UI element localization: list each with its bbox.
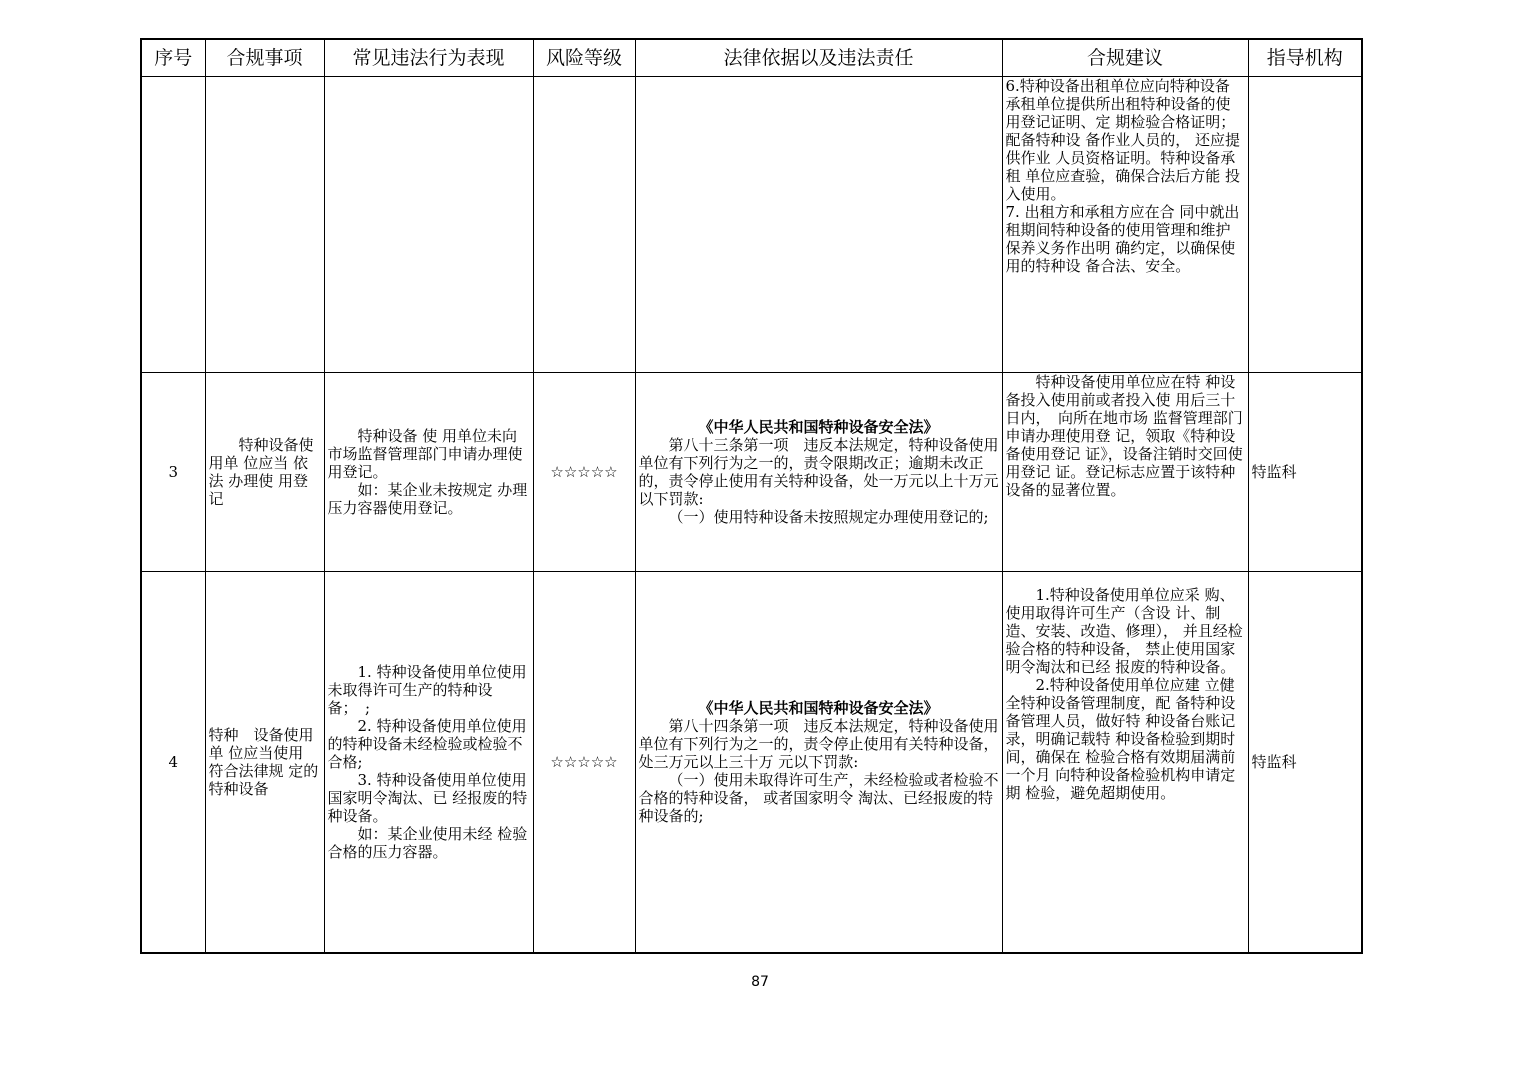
law-title: 《中华人民共和国特种设备安全法》: [698, 418, 939, 436]
row-item: [205, 572, 324, 954]
page-number: 87: [751, 974, 769, 990]
advice-paragraph: 特种设备使用单位应在特 种设备投入使用前或者投入使 用后三十日内， 向所在地市场 监督管理部门申请办理使用登 记，领取《特种设备使用登记 证》，设备注销时交回使用登记 证。登记标志应置于该特种 设备的显著位置。: [1005, 373, 1243, 499]
advice-paragraph: 6.特种设备出租单位应向特种设备承租单位提供所出租特种设备的使用登记证明、定 期检验合格证明；配备特种设 备作业人员的， 还应提供作业 人员资格证明。特种设备承租 单位应查验，确保合法后方能 投入使用。: [1005, 77, 1241, 203]
law-paragraph: （一）使用特种设备未按照规定办理使用登记的;: [668, 508, 989, 526]
row-advice: [1002, 77, 1248, 373]
row-seq: [141, 77, 205, 373]
row-item: [205, 373, 324, 572]
row-advice: [1002, 572, 1248, 954]
row-law: [635, 373, 1002, 572]
header-seq: 序号: [141, 39, 205, 77]
header-item: 合规事项: [205, 39, 324, 77]
row-behavior: [324, 373, 533, 572]
law-paragraph: 第八十三条第一项 违反本法规定，特种设备使用单位有下列行为之一的，责令限期改正；逾期未改正的，责令停止使用有关特种设备，处一万元以上十万元以下罚款:: [638, 436, 999, 508]
row-guide: [1248, 77, 1362, 373]
law-paragraph: 第八十四条第一项 违反本法规定，特种设备使用单位有下列行为之一的，责令停止使用有关特种设备， 处三万元以上三十万 元以下罚款:: [638, 717, 999, 771]
risk-stars: ☆☆☆☆☆: [533, 572, 635, 954]
advice-paragraph: 2.特种设备使用单位应建 立健全特种设备管理制度，配 备特种设备管理人员，做好特 种设备台账记录，明确记载特 种设备检验到期时间，确保在 检验合格有效期届满前一个月 向特种设备检验机构申请定期 检验，避免超期使用。: [1005, 676, 1236, 802]
compliance-table: [140, 38, 1363, 954]
row-advice: [1002, 373, 1248, 572]
behavior-paragraph: 3. 特种设备使用单位使用国家明令淘汰、已 经报废的特种设备。: [327, 771, 528, 825]
row-guide: 特监科: [1248, 373, 1362, 572]
risk-stars: ☆☆☆☆☆: [533, 373, 635, 572]
row-behavior: [324, 77, 533, 373]
header-advice: 合规建议: [1002, 39, 1248, 77]
table-row: [141, 77, 1362, 373]
row-seq: 3: [141, 373, 205, 572]
behavior-paragraph: 2. 特种设备使用单位使用的特种设备未经检验或检验不合格;: [327, 717, 527, 771]
advice-paragraph: 7. 出租方和承租方应在合 同中就出租期间特种设备的使用管理和维护保养义务作出明 确约定，以确保使用的特种设 备合法、安全。: [1005, 203, 1240, 275]
header-guide: 指导机构: [1248, 39, 1362, 77]
header-behavior: 常见违法行为表现: [324, 39, 533, 77]
law-paragraph: （一）使用未取得许可生产，未经检验或者检验不合格的特种设备， 或者国家明令 淘汰、已经报废的特种设备的;: [638, 771, 999, 825]
row-risk: [533, 77, 635, 373]
item-text: 特种 设备使用单 位应当使用 符合法律规 定的特种设备: [208, 726, 319, 798]
row-law: [635, 572, 1002, 954]
row-guide: 特监科: [1248, 572, 1362, 954]
row-item: [205, 77, 324, 373]
item-text: 特种设备使 用单 位应当 依法 办理使 用登记: [208, 436, 314, 508]
header-risk: 风险等级: [533, 39, 635, 77]
behavior-paragraph: 如：某企业使用未经 检验合格的压力容器。: [327, 825, 528, 861]
behavior-paragraph: 特种设备 使 用单位未向市场监督管理部门申请办理使用登记。: [327, 427, 523, 481]
header-law: 法律依据以及违法责任: [635, 39, 1002, 77]
row-seq: 4: [141, 572, 205, 954]
table-row: [141, 373, 1362, 572]
behavior-paragraph: 1. 特种设备使用单位使用未取得许可生产的特种设备； ;: [327, 663, 527, 717]
advice-paragraph: 1.特种设备使用单位应采 购、使用取得许可生产（含设 计、制造、安装、改造、修理）， 并且经检验合格的特种设备， 禁止使用国家明令淘汰和已经 报废的特种设备。: [1005, 586, 1243, 676]
table-row: [141, 572, 1362, 954]
header-row: [141, 39, 1362, 77]
row-law: [635, 77, 1002, 373]
law-title: 《中华人民共和国特种设备安全法》: [698, 699, 939, 717]
row-behavior: [324, 572, 533, 954]
behavior-paragraph: 如：某企业未按规定 办理压力容器使用登记。: [327, 481, 528, 517]
